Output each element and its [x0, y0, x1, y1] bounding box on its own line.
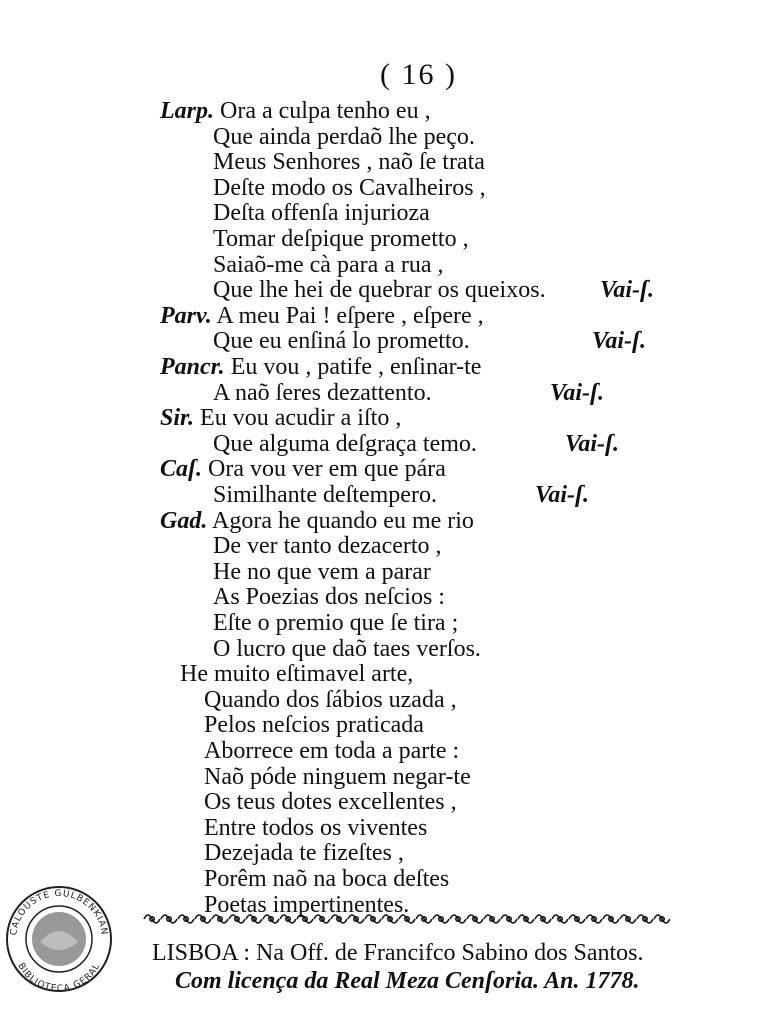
verse-line [213, 636, 481, 662]
line-text: Entre todos os viventes [204, 814, 428, 841]
line-text: Quando dos ſábios uzada , [204, 686, 457, 713]
verse-line [160, 354, 481, 380]
line-text: Naõ póde ninguem negar-te [204, 763, 471, 790]
line-text: A meu Pai ! eſpere , eſpere , [211, 302, 484, 329]
stage-direction-exit: Vai-ſ. [550, 379, 604, 406]
verse-line [213, 380, 432, 406]
line-text: Que alguma deſgraça temo. [213, 430, 477, 457]
line-text: As Poezias dos neſcios : [213, 584, 445, 611]
verse-line [204, 840, 404, 866]
verse-line [213, 124, 475, 150]
verse-line [213, 226, 469, 252]
imprint-license: Com licença da Real Meza Cenſoria. An. 1778. [175, 968, 640, 994]
line-text: Ora vou ver em que pára [202, 456, 446, 483]
line-text: Deſte modo os Cavalheiros , [213, 174, 486, 201]
verse-line [213, 252, 444, 278]
verse-line [180, 661, 413, 687]
verse-line [204, 789, 457, 815]
line-text: He no que vem a parar [213, 558, 431, 585]
stage-direction-exit: Vai-ſ. [600, 277, 654, 304]
page-number: ( 16 ) [380, 58, 457, 91]
line-text: Dezejada te fizeſtes , [204, 840, 404, 867]
verse-line [213, 584, 445, 610]
line-text: He muito eſtimavel arte, [180, 661, 414, 688]
line-text: Pelos neſcios praticada [204, 712, 424, 739]
verse-line [160, 303, 484, 329]
verse-line [213, 533, 442, 559]
ornamental-rule [140, 905, 670, 933]
speaker-name: Larp. [160, 98, 214, 124]
line-text: Saiaõ-me cà para a rua , [213, 251, 444, 278]
verse-line [213, 431, 477, 457]
verse-line [204, 764, 471, 790]
verse-line [213, 277, 546, 303]
line-text: O lucro que daõ taes verſos. [213, 635, 481, 662]
stage-direction-exit: Vai-ſ. [535, 482, 589, 508]
verse-line [204, 687, 457, 713]
verse-line [204, 738, 459, 764]
verse-line [213, 559, 431, 585]
speaker-name: Sir. [160, 405, 195, 432]
line-text: Poetas impertinentes. [204, 891, 410, 918]
verse-line [213, 482, 437, 508]
verse-line [213, 200, 430, 226]
stage-direction-exit: Vai-ſ. [565, 430, 619, 457]
line-text: Meus Senhores , naõ ſe trata [213, 149, 485, 176]
line-text: Eſte o premio que ſe tira ; [213, 610, 459, 636]
stage-direction-exit: Vai-ſ. [592, 328, 646, 355]
stamp-text-bottom: BIBLIOTECA GERAL [15, 961, 103, 995]
line-text: Aborrece em toda a parte : [204, 738, 460, 764]
verse-line [204, 712, 424, 738]
line-text: Porêm naõ na boca deſtes [204, 866, 450, 892]
line-text: Agora he quando eu me rio [207, 507, 474, 534]
line-text: Ora a culpa tenho eu , [214, 98, 431, 124]
line-text: A naõ ſeres dezattento. [213, 379, 432, 406]
line-text: De ver tanto dezacerto , [213, 533, 442, 560]
verse-line [213, 610, 458, 636]
line-text: Eu vou acudir a iſto , [194, 405, 402, 432]
imprint-printer: LISBOA : Na Off. de Francifco Sabino dos Santos. [152, 940, 644, 966]
verse-line [160, 405, 401, 431]
speaker-name: Gad. [160, 507, 208, 534]
line-text: Os teus dotes excellentes , [204, 789, 457, 816]
line-text: Eu vou , patife , enſinar-te [224, 354, 482, 380]
line-text: Similhante deſtempero. [213, 482, 437, 508]
line-text: Que lhe hei de quebrar os queixos. [213, 277, 546, 304]
line-text: Que eu enſiná lo prometto. [213, 328, 470, 355]
verse-line [204, 815, 427, 841]
line-text: Deſta offenſa injurioza [213, 200, 430, 227]
verse-line [204, 866, 449, 892]
library-stamp [0, 880, 118, 998]
verse-line [160, 456, 446, 482]
speaker-name: Parv. [160, 302, 212, 329]
speaker-name: Caſ. [160, 456, 202, 483]
verse-line [213, 328, 470, 354]
stamp-text-top: CALOUSTE GULBENKIAN [9, 888, 109, 937]
verse-line [160, 508, 474, 534]
line-text: Tomar deſpique prometto , [213, 226, 469, 252]
speaker-name: Pancr. [160, 354, 225, 380]
svg-text:BIBLIOTECA GERAL [15, 962, 102, 995]
verse-line [213, 149, 485, 175]
verse-line [213, 175, 486, 201]
line-text: Que ainda perdaõ lhe peço. [213, 123, 475, 150]
verse-line [160, 98, 431, 124]
